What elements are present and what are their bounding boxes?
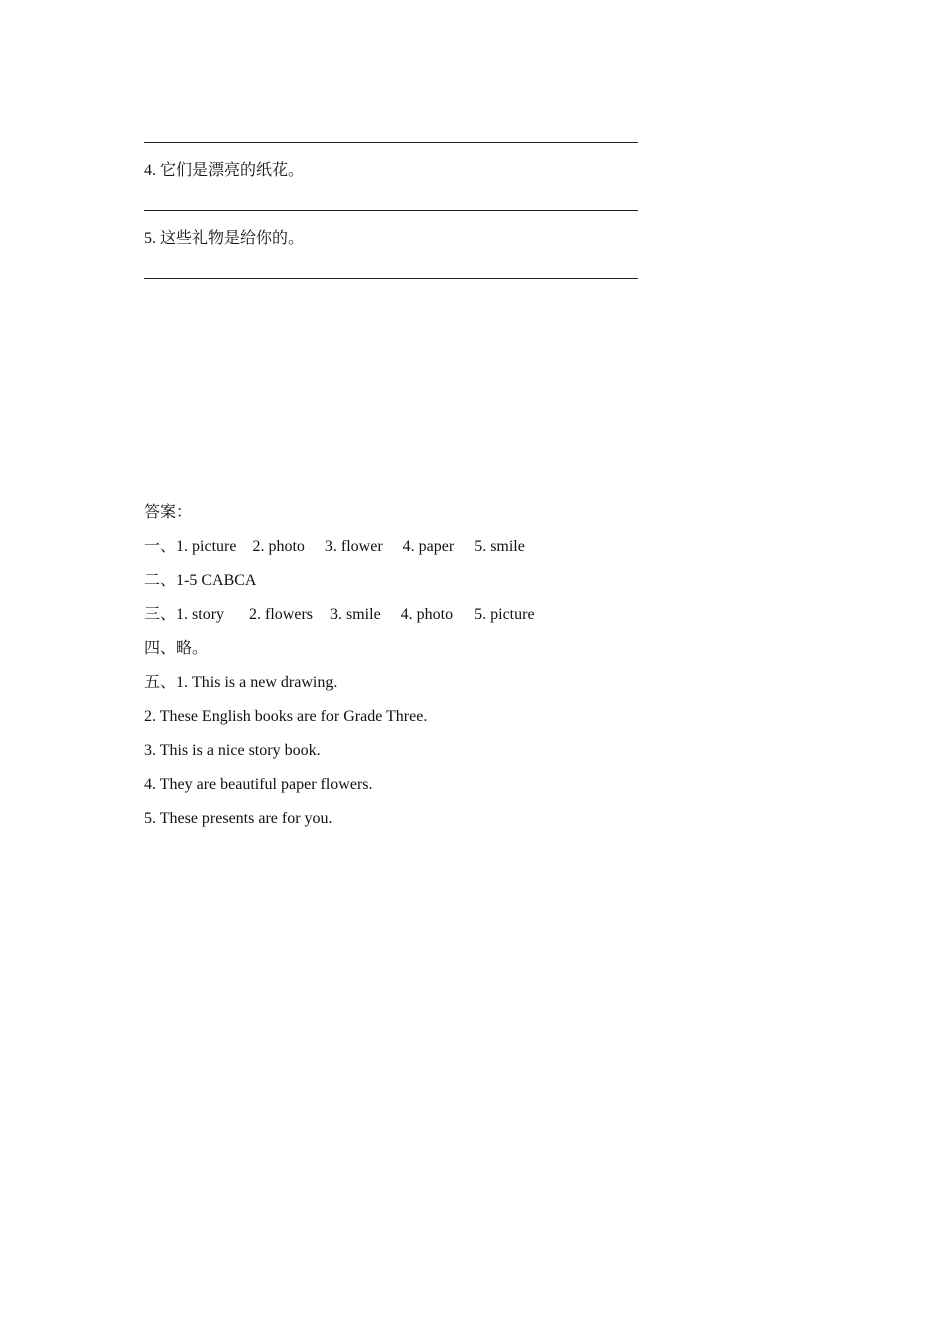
part-2-text: 1-5 CABCA bbox=[176, 572, 257, 589]
part-1-item-1: 1. picture bbox=[176, 538, 237, 555]
question-5: 5. 这些礼物是给你的。 bbox=[144, 230, 305, 247]
part-1-item-2: 2. photo bbox=[252, 538, 305, 555]
part-1-prefix: 一、 bbox=[144, 538, 177, 555]
part-5-prefix: 五、 bbox=[144, 674, 177, 691]
part-2-prefix: 二、 bbox=[144, 572, 177, 589]
answers-part-5-line-3: 3. This is a nice story book. bbox=[144, 742, 321, 759]
answers-part-4: 四、略。 bbox=[144, 640, 209, 657]
answers-part-2 bbox=[144, 571, 256, 591]
part-1-item-3: 3. flower bbox=[324, 538, 383, 555]
part-3-item-4: 4. photo bbox=[400, 606, 454, 623]
answer-line-5 bbox=[144, 278, 638, 279]
question-4: 4. 它们是漂亮的纸花。 bbox=[144, 162, 305, 179]
part-3-item-5: 5. picture bbox=[474, 606, 535, 623]
part-3-prefix: 三、 bbox=[144, 606, 177, 623]
part-3-item-1: 1. story bbox=[176, 606, 225, 623]
answers-part-5-line-1 bbox=[144, 673, 337, 693]
answers-part-5-line-2: 2. These English books are for Grade Three. bbox=[144, 708, 428, 725]
answers-part-5-line-4: 4. They are beautiful paper flowers. bbox=[144, 776, 373, 793]
part-3-item-2: 2. flowers bbox=[249, 606, 313, 623]
answer-line-4 bbox=[144, 210, 638, 211]
answer-line-3 bbox=[144, 142, 638, 143]
part-1-item-4: 4. paper bbox=[402, 538, 455, 555]
answers-part-3 bbox=[144, 605, 535, 625]
part-1-item-5: 5. smile bbox=[474, 538, 525, 555]
answers-part-1 bbox=[144, 537, 525, 557]
answers-part-5-line-5: 5. These presents are for you. bbox=[144, 810, 333, 827]
answers-heading: 答案： bbox=[144, 504, 193, 521]
part-3-item-3: 3. smile bbox=[330, 606, 381, 623]
part-5-answer-1: 1. This is a new drawing. bbox=[176, 674, 338, 691]
